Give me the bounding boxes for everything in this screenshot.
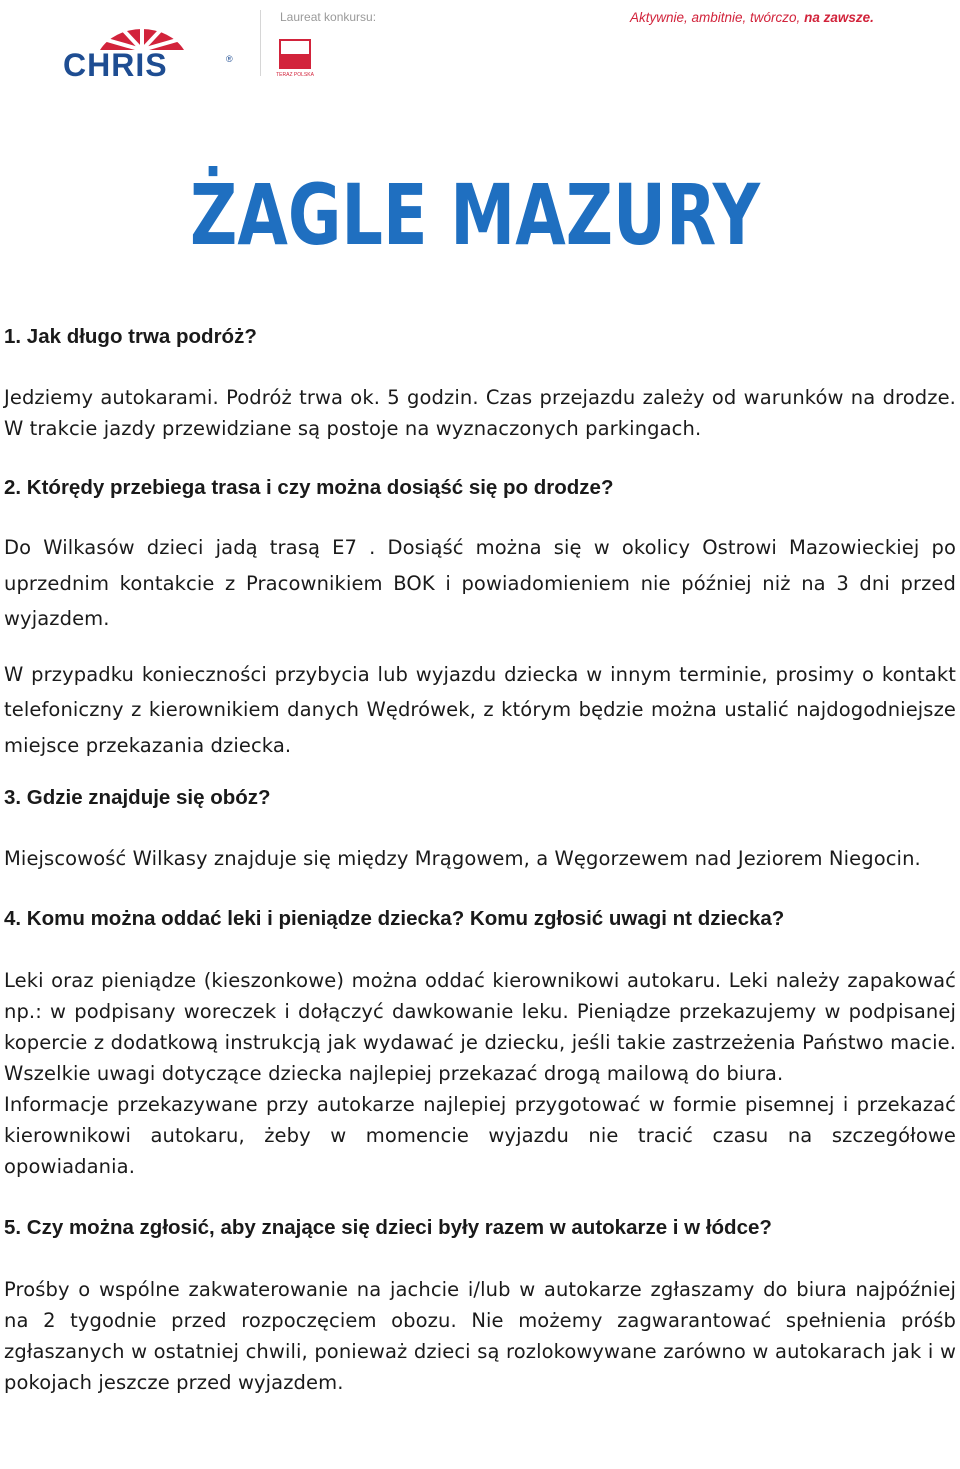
header-divider xyxy=(260,10,261,76)
zagle-mazury-logo xyxy=(185,160,765,264)
faq-question-3: 3. Gdzie znajduje się obóz? xyxy=(4,786,271,809)
chris-logo-text: CHRIS xyxy=(63,47,168,83)
zagle-mazury-text: ŻAGLE MAZURY xyxy=(190,166,761,264)
faq-answer-3: Miejscowość Wilkasy znajduje się między Mrągowem, a Węgorzewem nad Jeziorem Niegocin. xyxy=(4,847,921,870)
teraz-polska-icon xyxy=(278,38,312,78)
faq-answer-5: Prośby o wspólne zakwaterowanie na jachcie i/lub w autokarze zgłaszamy do biura najpóźniej na 2 tygodnie przed rozpoczęciem obozu. Nie możemy zagwarantować spełnienia próśb zgłaszanych w ostatniej chwili, ponieważ dzieci są rozlokowywane zarówno w autokarach jak i w pokojach jeszcze przed wyjazdem. xyxy=(4,1278,956,1394)
faq-answer-4b: Informacje przekazywane przy autokarze najlepiej przygotować w formie pisemnej i przekazać kierownikowi autokaru, żeby w momencie wyjazdu nie tracić czasu na szczegółowe opowiadania. xyxy=(4,1093,956,1178)
faq-answer-4a: Leki oraz pieniądze (kieszonkowe) można oddać kierownikowi autokaru. Leki należy zapakować np.: w podpisany woreczek i dołączyć dawkowanie leku. Pieniądze przekazujemy w podpisanej kopercie z dodatkową instrukcją jak wydawać je dziecku, jeśli takie zastrzeżenia Państwo macie. Wszelkie uwagi dotyczące dziecka najlepiej przekazać drogą mailową do biura. xyxy=(4,969,956,1085)
page-header xyxy=(0,0,960,110)
slogan xyxy=(630,10,874,25)
faq-content xyxy=(4,318,956,1398)
faq-answer-2b: W przypadku konieczności przybycia lub wyjazdu dziecka w innym terminie, prosimy o kontakt telefoniczny z kierownikiem danych Wędrówek, z którym będzie można ustalić najdogodniejsze miejsce przekazania dziecka. xyxy=(4,662,956,757)
slogan-part2: na zawsze. xyxy=(804,10,874,25)
faq-answer-2a: Do Wilkasów dzieci jadą trasą E7 . Dosiąść można się w okolicy Ostrowi Mazowieckiej po uprzednim kontakcie z Pracownikiem BOK i powiadomieniem nie później niż na 3 dni przed wyjazdem. xyxy=(4,536,956,630)
laureate-label: Laureat konkursu: xyxy=(280,10,377,24)
svg-text:®: ® xyxy=(226,54,233,64)
faq-question-4: 4. Komu można oddać leki i pieniądze dziecka? Komu zgłosić uwagi nt dziecka? xyxy=(4,907,785,930)
chris-logo-icon xyxy=(62,8,237,83)
faq-question-2: 2. Którędy przebiega trasa i czy można dosiąść się po drodze? xyxy=(4,476,614,499)
faq-question-5: 5. Czy można zgłosić, aby znające się dzieci były razem w autokarze i w łódce? xyxy=(4,1216,772,1239)
slogan-part1: Aktywnie, ambitnie, twórczo, xyxy=(630,10,805,25)
faq-answer-1: Jedziemy autokarami. Podróż trwa ok. 5 godzin. Czas przejazdu zależy od warunków na drodze. W trakcie jazdy przewidziane są postoje na wyznaczonych parkingach. xyxy=(4,386,956,440)
faq-question-1: 1. Jak długo trwa podróż? xyxy=(4,325,257,348)
award-text: TERAZ POLSKA xyxy=(276,72,314,78)
